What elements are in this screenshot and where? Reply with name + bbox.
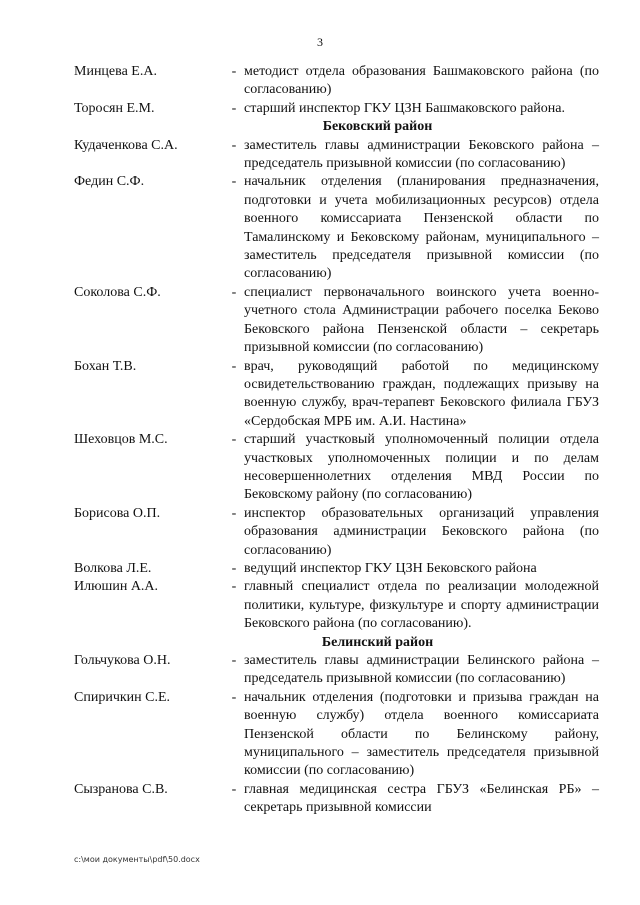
member-row xyxy=(74,173,599,283)
member-row xyxy=(74,652,599,689)
member-name: Шеховцов М.С. xyxy=(74,432,168,448)
separator-dash: - xyxy=(231,64,237,79)
member-position: методист отдела образования Башмаковского района (по согласованию) xyxy=(244,64,599,98)
member-row xyxy=(74,578,599,633)
member-name: Борисова О.П. xyxy=(74,505,161,521)
member-row xyxy=(74,431,599,505)
member-position: старший участковый уполномоченный полиции отдела участковых уполномоченных полиции и по делам несовершеннолетних отделения МВД России по Бековскому району (по согласованию) xyxy=(244,432,599,503)
member-name: Сызранова С.В. xyxy=(74,781,168,797)
separator-dash: - xyxy=(231,653,237,668)
member-row xyxy=(74,560,599,578)
district-heading: Бековский район xyxy=(322,119,433,135)
separator-dash: - xyxy=(231,284,237,300)
member-position: заместитель главы администрации Бековского района – председатель призывной комиссии (по согласованию) xyxy=(244,137,599,172)
member-name: Илюшин А.А. xyxy=(74,579,159,595)
member-position: специалист первоначального воинского учета военно-учетного стола Администрации рабочего поселка Беково Бековского района Пензенской области – секретарь призывной комиссии (по согласованию) xyxy=(244,284,599,356)
file-path-footer: c:\мои документы\pdf\50.docx xyxy=(74,855,200,864)
member-row xyxy=(74,63,599,100)
member-position: главный специалист отдела по реализации молодежной политики, культуре, физкультуре и спорту администрации Бековского района (по согласованию). xyxy=(244,579,599,632)
member-name: Минцева Е.А. xyxy=(74,64,157,79)
member-row xyxy=(74,100,599,118)
member-position: главная медицинская сестра ГБУЗ «Белинская РБ» – секретарь призывной комиссии xyxy=(244,781,599,816)
separator-dash: - xyxy=(231,358,237,374)
separator-dash: - xyxy=(231,100,237,116)
member-name: Федин С.Ф. xyxy=(74,174,145,190)
separator-dash: - xyxy=(231,579,237,595)
member-row xyxy=(74,137,599,174)
page-number: 3 xyxy=(317,35,323,49)
member-row xyxy=(74,689,599,781)
member-row xyxy=(74,284,599,358)
member-name: Гольчукова О.Н. xyxy=(74,653,171,668)
member-position: старший инспектор ГКУ ЦЗН Башмаковского района. xyxy=(244,100,565,116)
member-row xyxy=(74,505,599,560)
member-position: заместитель главы администрации Белинского района – председатель призывной комиссии (по согласованию) xyxy=(244,653,599,687)
district-heading: Белинский район xyxy=(321,634,434,650)
member-position: инспектор образовательных организаций управления образования администрации Бековского района (по согласованию) xyxy=(244,505,599,558)
member-name: Кудаченкова С.А. xyxy=(74,137,178,153)
member-name: Волкова Л.Е. xyxy=(74,560,152,576)
member-position: начальник отделения (подготовки и призыва граждан на военную службу) отдела военного комиссариата Пензенской области по Белинскому району, муниципального – заместитель председателя призывной комиссии (по согласованию) xyxy=(244,689,599,779)
member-name: Торосян Е.М. xyxy=(74,100,155,116)
member-row xyxy=(74,358,599,432)
separator-dash: - xyxy=(231,505,237,521)
separator-dash: - xyxy=(231,560,237,576)
member-name: Спиричкин С.Е. xyxy=(74,689,171,705)
member-position: ведущий инспектор ГКУ ЦЗН Бековского района xyxy=(244,560,537,576)
commission-list xyxy=(74,63,599,818)
separator-dash: - xyxy=(231,689,237,705)
member-position: врач, руководящий работой по медицинскому освидетельствованию граждан, подлежащих призыву на военную службу, врач-терапевт Бековского филиала ГБУЗ «Сердобская МРБ им. А.И. Настина» xyxy=(244,358,599,429)
member-row xyxy=(74,781,599,818)
separator-dash: - xyxy=(231,781,237,797)
member-position: начальник отделения (планирования предназначения, подготовки и учета мобилизационных ресурсов) отдела военного комиссариата Пензенской области по Тамалинскому и Бековскому районам, муниципального – заместитель председателя призывной комиссии (по согласованию) xyxy=(244,174,599,282)
separator-dash: - xyxy=(231,137,237,153)
separator-dash: - xyxy=(231,432,237,448)
member-name: Бохан Т.В. xyxy=(74,358,137,374)
member-name: Соколова С.Ф. xyxy=(74,284,161,300)
separator-dash: - xyxy=(231,174,237,190)
